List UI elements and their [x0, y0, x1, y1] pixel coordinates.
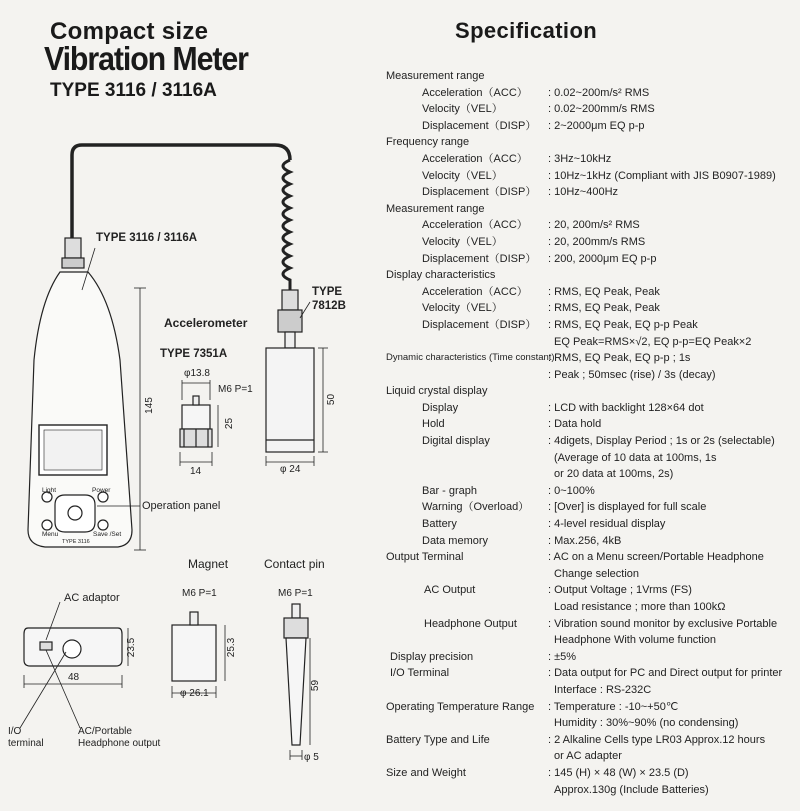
spec-value: (Average of 10 data at 100ms, 1s: [554, 451, 717, 464]
spec-value: Headphone With volume function: [554, 634, 717, 647]
dim-25-3: 25.3: [226, 637, 238, 658]
dim-25: 25: [224, 417, 236, 430]
spec-value: EQ Peak=RMS×√2, EQ p-p=EQ Peak×2: [554, 335, 752, 348]
dim-dia-24: φ 24: [280, 464, 301, 475]
spec-row: [386, 748, 796, 765]
spec-title: Specification: [455, 18, 598, 43]
menu-button: [42, 520, 52, 530]
btn-power-label: Power: [92, 487, 111, 494]
spec-row: [386, 151, 796, 168]
spec-key: Velocity（VEL）: [422, 235, 503, 248]
spec-row: [386, 300, 796, 317]
spec-row: [386, 765, 796, 782]
thread-m6-label-3: M6 P=1: [278, 588, 313, 599]
spec-key: Operating Temperature Range: [386, 700, 535, 713]
spec-row: [386, 715, 796, 732]
ac-portable-label-2: Headphone output: [78, 738, 161, 749]
type-7812b-label-2: 7812B: [312, 300, 346, 312]
spec-value: : 20, 200mm/s RMS: [548, 235, 646, 248]
spec-key: Hold: [422, 418, 445, 431]
spec-row: [386, 516, 796, 533]
spec-value: : 0~100%: [548, 484, 595, 497]
ac-adaptor-label: AC adaptor: [64, 592, 120, 604]
spec-value: : Vibration sound monitor by exclusive Portable: [548, 617, 778, 630]
sensor-7812b-cable-nut: [282, 290, 298, 310]
contact-pin-nut: [284, 618, 308, 638]
spec-value: : 2 Alkaline Cells type LR03 Approx.12 hours: [548, 733, 766, 746]
spec-value: : 145 (H) × 48 (W) × 23.5 (D): [548, 766, 689, 779]
spec-row: [386, 217, 796, 234]
spec-row: [386, 267, 796, 284]
accelerometer-7351a: [182, 405, 210, 429]
spec-value: : Data hold: [548, 418, 602, 431]
sensor-7812b-body: [266, 348, 314, 452]
spec-key: Data memory: [422, 534, 489, 547]
dim-59: 59: [310, 679, 322, 692]
thread-m6-label-1: M6 P=1: [218, 384, 253, 395]
spec-value: : 10Hz~400Hz: [548, 186, 619, 199]
spec-key: Displacement（DISP）: [422, 119, 537, 132]
io-terminal-label-1: I/O: [8, 726, 22, 737]
ac-portable-label-1: AC/Portable: [78, 726, 132, 737]
spec-row: [386, 317, 796, 334]
magnet-body: [172, 625, 216, 681]
spec-key: I/O Terminal: [390, 667, 450, 680]
spec-value: : LCD with backlight 128×64 dot: [548, 401, 704, 414]
spec-row: [386, 582, 796, 599]
spec-value: : 4-level residual display: [548, 518, 666, 531]
spec-key: Acceleration（ACC）: [422, 285, 528, 298]
spec-key: Velocity（VEL）: [422, 302, 503, 315]
spec-row: [386, 184, 796, 201]
spec-value: : 20, 200m/s² RMS: [548, 219, 640, 232]
sensor-cable: [72, 145, 290, 238]
spec-key: Headphone Output: [424, 617, 517, 630]
io-terminal-port: [63, 640, 81, 658]
btn-save-label: Save /Set: [93, 531, 122, 538]
panel-type-label: TYPE 3116: [62, 539, 90, 545]
spec-key: Digital display: [422, 435, 490, 448]
spec-key: Velocity（VEL）: [422, 169, 503, 182]
dim-48: 48: [68, 672, 80, 683]
spec-row: [386, 334, 796, 351]
spec-value: : Max.256, 4kB: [548, 534, 622, 547]
spec-row: [386, 649, 796, 666]
spec-row: [386, 665, 796, 682]
spec-value: Interface : RS-232C: [554, 683, 652, 696]
dim-14: 14: [190, 466, 202, 477]
spec-row: [386, 732, 796, 749]
btn-menu-label: Menu: [42, 531, 59, 538]
spec-key: Liquid crystal display: [386, 385, 488, 398]
contact-pin-heading: Contact pin: [264, 557, 325, 571]
dim-145: 145: [143, 397, 155, 414]
spec-key: Warning（Overload）: [422, 501, 530, 514]
spec-key: Dynamic characteristics (Time constant): [386, 352, 555, 364]
spec-row: [386, 499, 796, 516]
spec-key: Size and Weight: [386, 766, 466, 779]
spec-row: [386, 118, 796, 135]
spec-value: : 0.02~200m/s² RMS: [548, 86, 650, 99]
spec-row: [386, 632, 796, 649]
spec-key: AC Output: [424, 584, 476, 597]
spec-row: [386, 85, 796, 102]
ac-portable-port: [40, 642, 52, 650]
spec-key: Acceleration（ACC）: [422, 219, 528, 232]
btn-light-label: Light: [42, 487, 57, 494]
meter-connector: [65, 238, 81, 258]
spec-row: [386, 483, 796, 500]
dim-23-5: 23.5: [126, 637, 138, 658]
spec-value: : 200, 2000μm EQ p-p: [548, 252, 657, 265]
spec-row: [386, 134, 796, 151]
spec-key: Battery: [422, 518, 457, 531]
spec-value: : 2~2000μm EQ p-p: [548, 119, 645, 132]
spec-key: Battery Type and Life: [386, 733, 490, 746]
spec-row: [386, 251, 796, 268]
spec-key: Acceleration（ACC）: [422, 86, 528, 99]
spec-value: Humidity : 30%~90% (no condensing): [554, 717, 739, 730]
spec-value: : RMS, EQ Peak, EQ p-p ; 1s: [548, 352, 691, 365]
heading-compact-size: Compact size: [50, 18, 209, 45]
dim-dia-26-1: φ 26.1: [180, 688, 209, 699]
spec-row: [386, 350, 796, 367]
spec-value: or 20 data at 100ms, 2s): [554, 468, 674, 481]
thread-m6-label-2: M6 P=1: [182, 588, 217, 599]
type-7351a-label: TYPE 7351A: [160, 348, 228, 360]
spec-key: Output Terminal: [386, 551, 464, 564]
spec-key: Displacement（DISP）: [422, 252, 537, 265]
spec-row: [386, 699, 796, 716]
spec-row: [386, 201, 796, 218]
heading-vibration-meter: Vibration Meter: [44, 40, 248, 77]
io-terminal-label-2: terminal: [8, 738, 44, 749]
spec-key: Acceleration（ACC）: [422, 152, 528, 165]
coiled-cable: [283, 160, 290, 290]
spec-row: [386, 234, 796, 251]
spec-value: : AC on a Menu screen/Portable Headphone: [548, 551, 764, 564]
spec-value: : [Over] is displayed for full scale: [548, 501, 707, 514]
contact-pin-body: [286, 638, 306, 745]
spec-value: Approx.130g (Include Batteries): [554, 783, 709, 796]
spec-key: Displacement（DISP）: [422, 318, 537, 331]
type-7812b-label-1: TYPE: [312, 286, 343, 298]
spec-row: [386, 367, 796, 384]
spec-value: : 10Hz~1kHz (Compliant with JIS B0907-1989): [548, 169, 776, 182]
spec-row: [386, 383, 796, 400]
spec-key: Frequency range: [386, 136, 470, 149]
spec-key: Velocity（VEL）: [422, 103, 503, 116]
spec-row: [386, 549, 796, 566]
spec-value: : Peak ; 50msec (rise) / 3s (decay): [548, 368, 716, 381]
spec-key: Bar - graph: [422, 484, 478, 497]
spec-row: [386, 533, 796, 550]
spec-value: : Output Voltage ; 1Vrms (FS): [548, 584, 692, 597]
spec-key: Measurement range: [386, 70, 485, 82]
spec-row: [386, 101, 796, 118]
spec-row: [386, 450, 796, 467]
operation-panel-label: Operation panel: [142, 500, 221, 512]
spec-row: [386, 416, 796, 433]
spec-value: Change selection: [554, 567, 640, 580]
spec-value: or AC adapter: [554, 750, 622, 763]
dim-dia-13-8: φ13.8: [184, 368, 210, 379]
spec-value: : RMS, EQ Peak, EQ p-p Peak: [548, 318, 698, 331]
accelerometer-heading: Accelerometer: [164, 316, 248, 330]
magnet-heading: Magnet: [188, 557, 229, 571]
spec-value: : RMS, EQ Peak, Peak: [548, 302, 660, 315]
spec-value: : Temperature : -10~+50℃: [548, 700, 679, 713]
spec-value: : 0.02~200mm/s RMS: [548, 103, 655, 116]
spec-value: : 4digets, Display Period ; 1s or 2s (selectable): [548, 435, 775, 448]
spec-key: Displacement（DISP）: [422, 186, 537, 199]
spec-row: [386, 566, 796, 583]
meter-type-label: TYPE 3116 / 3116A: [96, 232, 198, 244]
spec-key: Display characteristics: [386, 269, 496, 282]
spec-row: [386, 68, 796, 85]
spec-value: : RMS, EQ Peak, Peak: [548, 285, 660, 298]
spec-row: [386, 782, 796, 799]
spec-row: [386, 682, 796, 699]
spec-row: [386, 433, 796, 450]
spec-row: [386, 284, 796, 301]
spec-value: : Data output for PC and Direct output for printer: [548, 667, 783, 680]
save-button: [98, 520, 108, 530]
spec-row: [386, 168, 796, 185]
spec-value: Load resistance ; more than 100kΩ: [554, 601, 726, 613]
specification-list: [386, 68, 796, 798]
spec-value: : ±5%: [548, 650, 577, 663]
spec-key: Display: [422, 401, 459, 414]
dim-dia-5: φ 5: [304, 752, 319, 763]
spec-row: [386, 466, 796, 483]
dim-50: 50: [326, 393, 338, 406]
spec-key: Measurement range: [386, 202, 485, 215]
spec-key: Display precision: [390, 650, 474, 663]
heading-type: TYPE 3116 / 3116A: [50, 80, 217, 101]
spec-row: [386, 616, 796, 633]
spec-row: [386, 400, 796, 417]
spec-row: [386, 599, 796, 616]
spec-value: : 3Hz~10kHz: [548, 152, 612, 165]
